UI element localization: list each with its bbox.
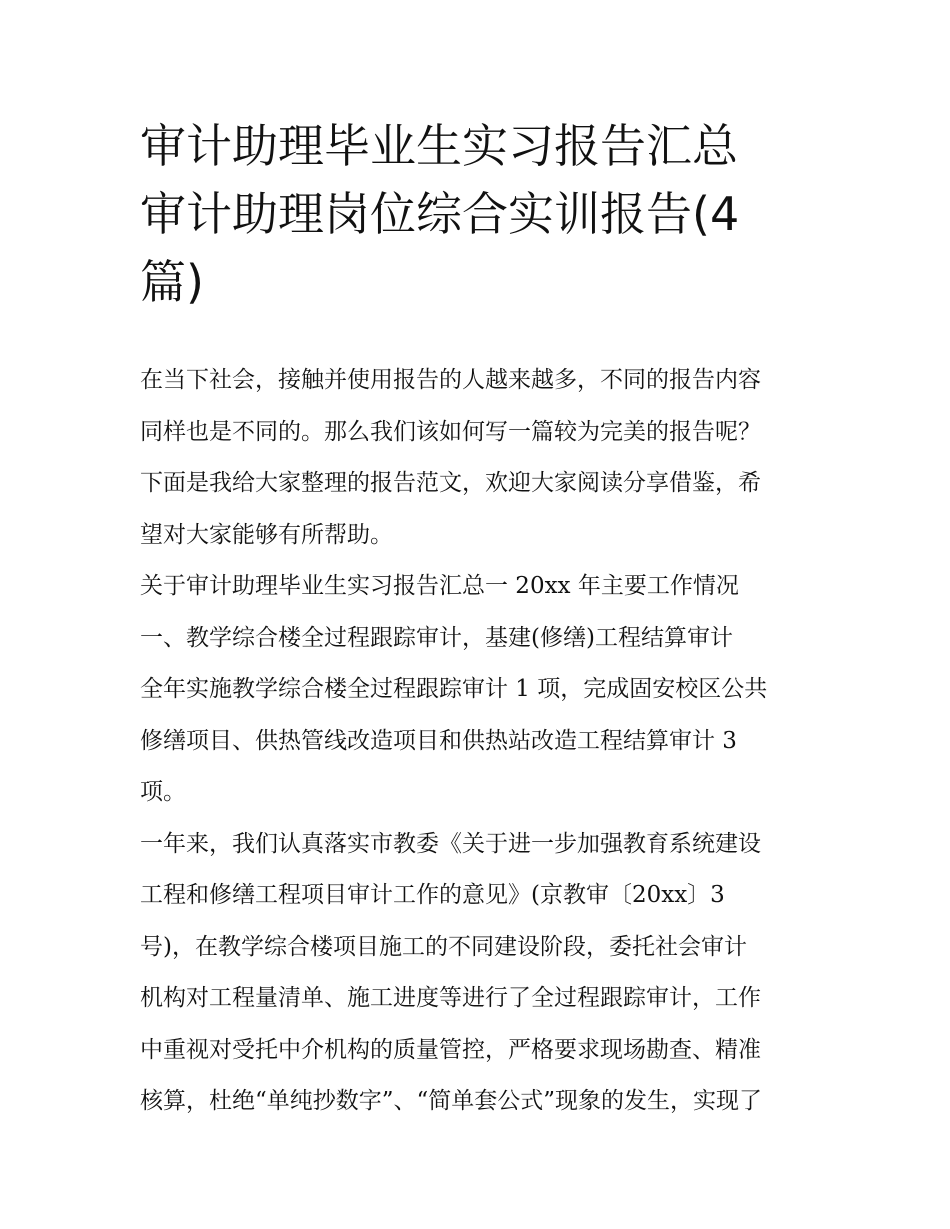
- title-line: 篇): [140, 255, 204, 309]
- body-line: 同样也是不同的。那么我们该如何写一篇较为完美的报告呢？: [140, 418, 761, 445]
- body-line: 修缮项目、供热管线改造项目和供热站改造工程结算审计 3: [140, 727, 737, 754]
- body-line: 关于审计助理毕业生实习报告汇总一 20xx 年主要工作情况: [140, 573, 739, 599]
- title-line: 审计助理岗位综合实训报告(4: [140, 187, 740, 241]
- body-line: 全年实施教学综合楼全过程跟踪审计 1 项，完成固安校区公共: [140, 676, 768, 702]
- body-line: 望对大家能够有所帮助。: [140, 521, 393, 548]
- title-line: 审计助理毕业生实习报告汇总: [140, 119, 738, 173]
- body-line: 中重视对受托中介机构的质量管控，严格要求现场勘查、精准: [140, 1036, 761, 1063]
- body-line: 机构对工程量清单、施工进度等进行了全过程跟踪审计，工作: [140, 985, 761, 1011]
- body-line: 在当下社会，接触并使用报告的人越来越多，不同的报告内容: [140, 367, 761, 393]
- document-title: [140, 112, 820, 316]
- body-line: 下面是我给大家整理的报告范文，欢迎大家阅读分享借鉴，希: [140, 470, 761, 496]
- body-line: 一、教学综合楼全过程跟踪审计，基建(修缮)工程结算审计: [140, 624, 733, 651]
- body-line: 项。: [140, 779, 186, 805]
- body-line: 一年来，我们认真落实市教委《关于进一步加强教育系统建设: [140, 830, 761, 857]
- body-line: 工程和修缮工程项目审计工作的意见》(京教审〔20xx〕3: [140, 882, 725, 908]
- document-body: [140, 355, 820, 1128]
- body-line: 核算，杜绝“单纯抄数字”、“简单套公式”现象的发生，实现了: [140, 1088, 763, 1114]
- body-line: 号)，在教学综合楼项目施工的不同建设阶段，委托社会审计: [140, 933, 747, 960]
